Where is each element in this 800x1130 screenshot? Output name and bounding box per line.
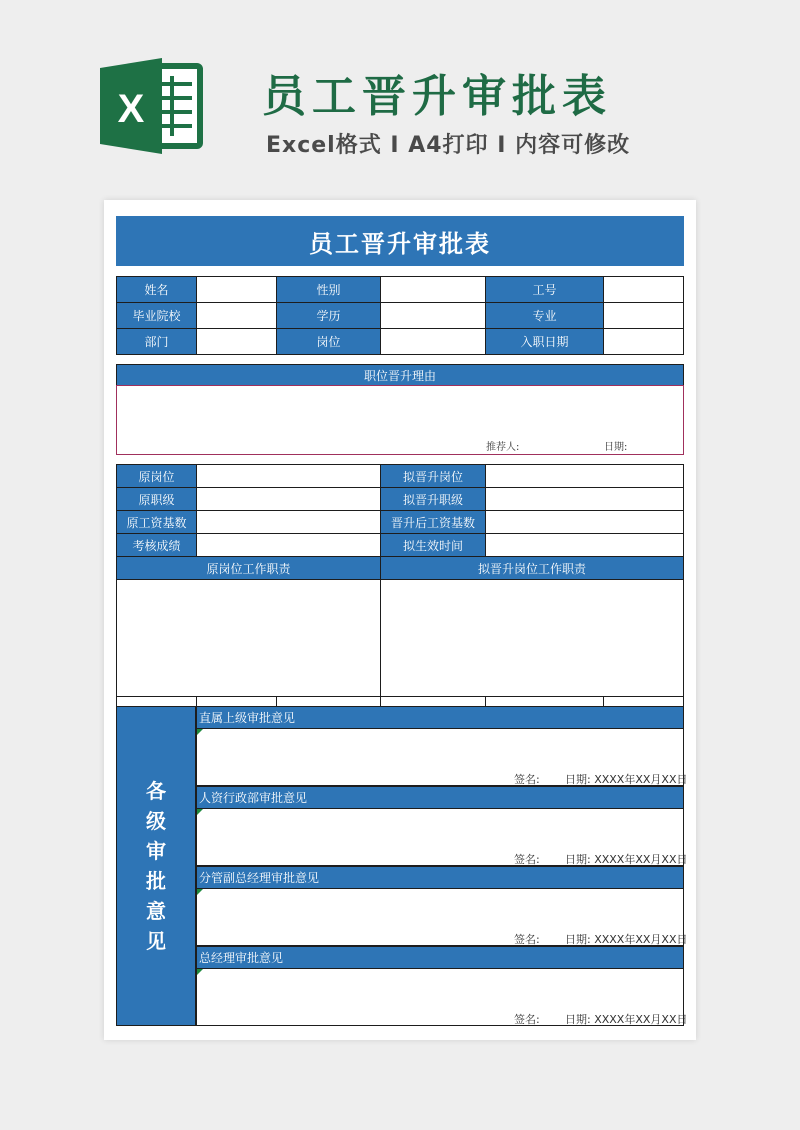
gender-field[interactable]: [380, 276, 486, 303]
label-position: 岗位: [276, 328, 381, 355]
approvals-char: 各: [146, 779, 166, 803]
sign-label: 签名:: [514, 773, 540, 786]
form-title: 员工晋升审批表: [116, 216, 684, 266]
new-salary-field[interactable]: [485, 510, 684, 534]
reason-heading: 职位晋升理由: [116, 364, 684, 386]
label-gender: 性别: [276, 276, 381, 303]
date-label: 日期: XXXX年XX月XX日: [565, 853, 688, 866]
excel-logo-letter: X: [117, 87, 145, 131]
employee-id-field[interactable]: [603, 276, 684, 303]
proposed-duties-heading: 拟晋升岗位工作职责: [380, 556, 684, 580]
date-label: 日期: XXXX年XX月XX日: [565, 933, 688, 946]
proposed-grade-field[interactable]: [485, 487, 684, 511]
label-education: 学历: [276, 302, 381, 329]
cell-comment-marker: [197, 809, 203, 815]
approvals-char: 意: [146, 899, 166, 923]
label-original-position: 原岗位: [116, 464, 197, 488]
sign-label: 签名:: [514, 933, 540, 946]
label-original-salary: 原工资基数: [116, 510, 197, 534]
approvals-char: 批: [146, 869, 166, 893]
approval-heading-vp: 分管副总经理审批意见: [196, 866, 684, 889]
label-effective-date: 拟生效时间: [380, 533, 486, 557]
original-salary-field[interactable]: [196, 510, 381, 534]
cell-comment-marker: [197, 889, 203, 895]
education-field[interactable]: [380, 302, 486, 329]
cell-comment-marker: [197, 969, 203, 975]
approval-heading-hr: 人资行政部审批意见: [196, 786, 684, 809]
proposed-duties-textarea[interactable]: [380, 579, 684, 697]
label-name: 姓名: [116, 276, 197, 303]
sign-label: 签名:: [514, 1013, 540, 1026]
label-school: 毕业院校: [116, 302, 197, 329]
original-position-field[interactable]: [196, 464, 381, 488]
page-title: 员工晋升审批表: [262, 71, 612, 122]
original-duties-textarea[interactable]: [116, 579, 381, 697]
reason-textarea[interactable]: [116, 385, 684, 455]
sign-label: 签名:: [514, 853, 540, 866]
label-assessment: 考核成绩: [116, 533, 197, 557]
label-proposed-position: 拟晋升岗位: [380, 464, 486, 488]
date-label: 日期: XXXX年XX月XX日: [565, 773, 688, 786]
school-field[interactable]: [196, 302, 277, 329]
major-field[interactable]: [603, 302, 684, 329]
label-major: 专业: [485, 302, 604, 329]
name-field[interactable]: [196, 276, 277, 303]
original-duties-heading: 原岗位工作职责: [116, 556, 381, 580]
cell-comment-marker: [197, 729, 203, 735]
hire-date-field[interactable]: [603, 328, 684, 355]
label-proposed-grade: 拟晋升职级: [380, 487, 486, 511]
assessment-field[interactable]: [196, 533, 381, 557]
label-hire-date: 入职日期: [485, 328, 604, 355]
label-employee-id: 工号: [485, 276, 604, 303]
approvals-char: 级: [146, 809, 166, 833]
approval-heading-supervisor: 直属上级审批意见: [196, 706, 684, 729]
page-subtitle: Excel格式 I A4打印 I 内容可修改: [266, 133, 631, 158]
effective-date-field[interactable]: [485, 533, 684, 557]
approvals-side-label: [116, 706, 196, 1026]
approvals-char: 审: [146, 839, 166, 863]
label-new-salary: 晋升后工资基数: [380, 510, 486, 534]
proposed-position-field[interactable]: [485, 464, 684, 488]
label-original-grade: 原职级: [116, 487, 197, 511]
form-sheet: [104, 200, 696, 1040]
approvals-char: 见: [146, 929, 166, 953]
original-grade-field[interactable]: [196, 487, 381, 511]
position-field[interactable]: [380, 328, 486, 355]
label-department: 部门: [116, 328, 197, 355]
excel-logo-icon: [100, 56, 204, 156]
date-label: 日期: XXXX年XX月XX日: [565, 1013, 688, 1026]
department-field[interactable]: [196, 328, 277, 355]
approval-heading-gm: 总经理审批意见: [196, 946, 684, 969]
recommender-label: 推荐人:: [486, 442, 520, 453]
reason-date-label: 日期:: [604, 442, 628, 453]
